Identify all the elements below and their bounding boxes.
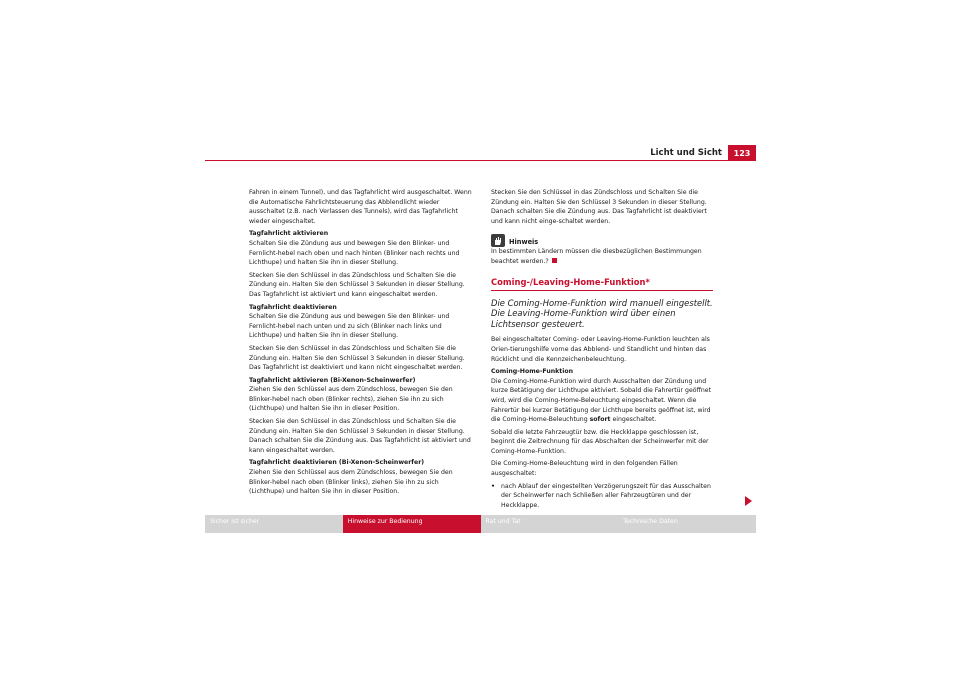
paragraph: Stecken Sie den Schlüssel in das Zündschloss und Schalten Sie die Zündung ein. Halten Sie den Schlüssel 3 Sekunden in dieser Stellung. Das Tagfahrlicht ist deaktiviert und kann nicht eingeschaltet werden. — [249, 344, 465, 372]
right-column — [491, 188, 717, 513]
next-page-arrow-icon — [745, 496, 752, 506]
left-column — [249, 188, 475, 500]
paragraph: Fahren in einem Tunnel), und das Tagfahrlicht wird ausgeschaltet. Wenn die Automatische Fahrlichtsteuerung das Abblendlicht wieder ausschaltet (z.B. nach Verlassen des Tunnels), wird das Tagfahrlicht wieder eingeschaltet. — [249, 189, 472, 225]
tab-sicher-ist-sicher[interactable]: Sicher ist sicher — [205, 515, 343, 533]
page-number: 123 — [728, 145, 756, 161]
subheading: Tagfahrlicht deaktivieren (Bi-Xenon-Scheinwerfer) — [249, 459, 425, 467]
subheading: Tagfahrlicht aktivieren — [249, 230, 329, 238]
note-label: Hinweis — [509, 237, 539, 246]
paragraph: Sobald die letzte Fahrzeugtür bzw. die Heckklappe geschlossen ist, beginnt die Zeitrechnung für das Abschalten der Scheinwerfer mit der Coming-Home-Funktion. — [491, 428, 709, 455]
subheading: Tagfahrlicht deaktivieren — [249, 303, 337, 311]
paragraph: Stecken Sie den Schlüssel in das Zündschloss und Schalten Sie die Zündung ein. Halten Sie den Schlüssel 3 Sekunden in dieser Stellung. Danach schalten Sie die Zündung aus. Das Tagfahrlicht ist aktiviert und kann eingeschaltet werden. — [249, 418, 471, 454]
page-header-title: Licht und Sicht — [650, 148, 722, 158]
emphasis: sofort — [589, 416, 611, 424]
paragraph: Stecken Sie den Schlüssel in das Zündschloss und Schalten Sie die Zündung ein. Halten Sie den Schlüssel 3 Sekunden in dieser Stellung. Das Tagfahrlicht ist aktiviert und kann eingeschaltet werden. — [249, 271, 465, 298]
tab-hinweise-zur-bedienung[interactable]: Hinweise zur Bedienung — [343, 515, 481, 533]
paragraph: Stecken Sie den Schlüssel in das Zündschloss und Schalten Sie die Zündung ein. Halten Sie den Schlüssel 3 Sekunden in dieser Stellung. Danach schalten Sie die Zündung aus. Das Tagfahrlicht ist deaktiviert und kann nicht einge-schaltet werden. — [491, 189, 707, 225]
subheading: Coming-Home-Funktion — [491, 368, 573, 376]
section-title: Coming-/Leaving-Home-Funktion* — [491, 277, 713, 291]
footer-nav — [205, 515, 756, 533]
hand-note-icon — [491, 234, 505, 247]
paragraph: Die Coming-Home-Funktion wird durch Ausschalten der Zündung und kurze Betätigung der Lichthupe aktiviert. Sobald die Fahrertür geöffnet wird, wird die Coming-Home-Beleuchtung eingeschaltet. Wenn die Fahrertür bei kurzer Betätigung der Lichthupe bereits geöffnet ist, wird die Coming-Home-Beleuchtung sofort eingeschaltet. — [491, 377, 711, 424]
paragraph: Ziehen Sie den Schlüssel aus dem Zündschloss, bewegen Sie den Blinker-hebel nach oben (Blinker rechts), ziehen Sie ihn zu sich (Lichthupe) und halten Sie ihn in dieser Position. — [249, 386, 453, 413]
list-item — [491, 482, 717, 511]
bullet-icon: • — [491, 482, 495, 490]
note-text: In bestimmten Ländern müssen die diesbezüglichen Bestimmungen beachtet werden.? — [491, 248, 702, 265]
section-intro: Die Coming-Home-Funktion wird manuell eingestellt. Die Leaving-Home-Funktion wird über einen Lichtsensor gesteuert. — [491, 297, 713, 329]
paragraph: Schalten Sie die Zündung aus und bewegen Sie den Blinker- und Fernlicht-hebel nach oben und nach hinten (Blinker nach rechts und Lichthupe) und halten Sie ihn in dieser Stellung. — [249, 239, 460, 267]
paragraph: Bei eingeschalteter Coming- oder Leaving-Home-Funktion leuchten als Orien-tierungshilfe vorne das Abblend- und Standlicht und hinten das Rücklicht und die Kennzeichenbeleuchtung. — [491, 336, 710, 363]
paragraph: Schalten Sie die Zündung aus und bewegen Sie den Blinker- und Fernlicht-hebel nach unten und zu sich (Blinker nach links und Lichthupe) und halten Sie ihn in dieser Stellung. — [249, 313, 450, 340]
paragraph: Ziehen Sie den Schlüssel aus dem Zündschloss, bewegen Sie den Blinker-hebel nach oben (Blinker links), ziehen Sie ihn zu sich (Lichthupe) und halten Sie ihn in dieser Position. — [249, 469, 453, 496]
end-of-section-icon — [552, 258, 557, 263]
tab-rat-und-tat[interactable]: Rat und Tat — [481, 515, 619, 533]
note-header — [491, 234, 717, 247]
list-item-text: nach Ablauf der eingestellten Verzögerungszeit für das Ausschalten der Scheinwerfer nach Schließen aller Fahrzeugtüren und der Heckklappe. — [501, 482, 711, 509]
header-rule — [205, 160, 756, 161]
tab-technische-daten[interactable]: Technische Daten — [618, 515, 756, 533]
paragraph: Die Coming-Home-Beleuchtung wird in den folgenden Fällen ausgeschaltet: — [491, 460, 678, 478]
subheading: Tagfahrlicht aktivieren (Bi-Xenon-Scheinwerfer) — [249, 376, 416, 384]
